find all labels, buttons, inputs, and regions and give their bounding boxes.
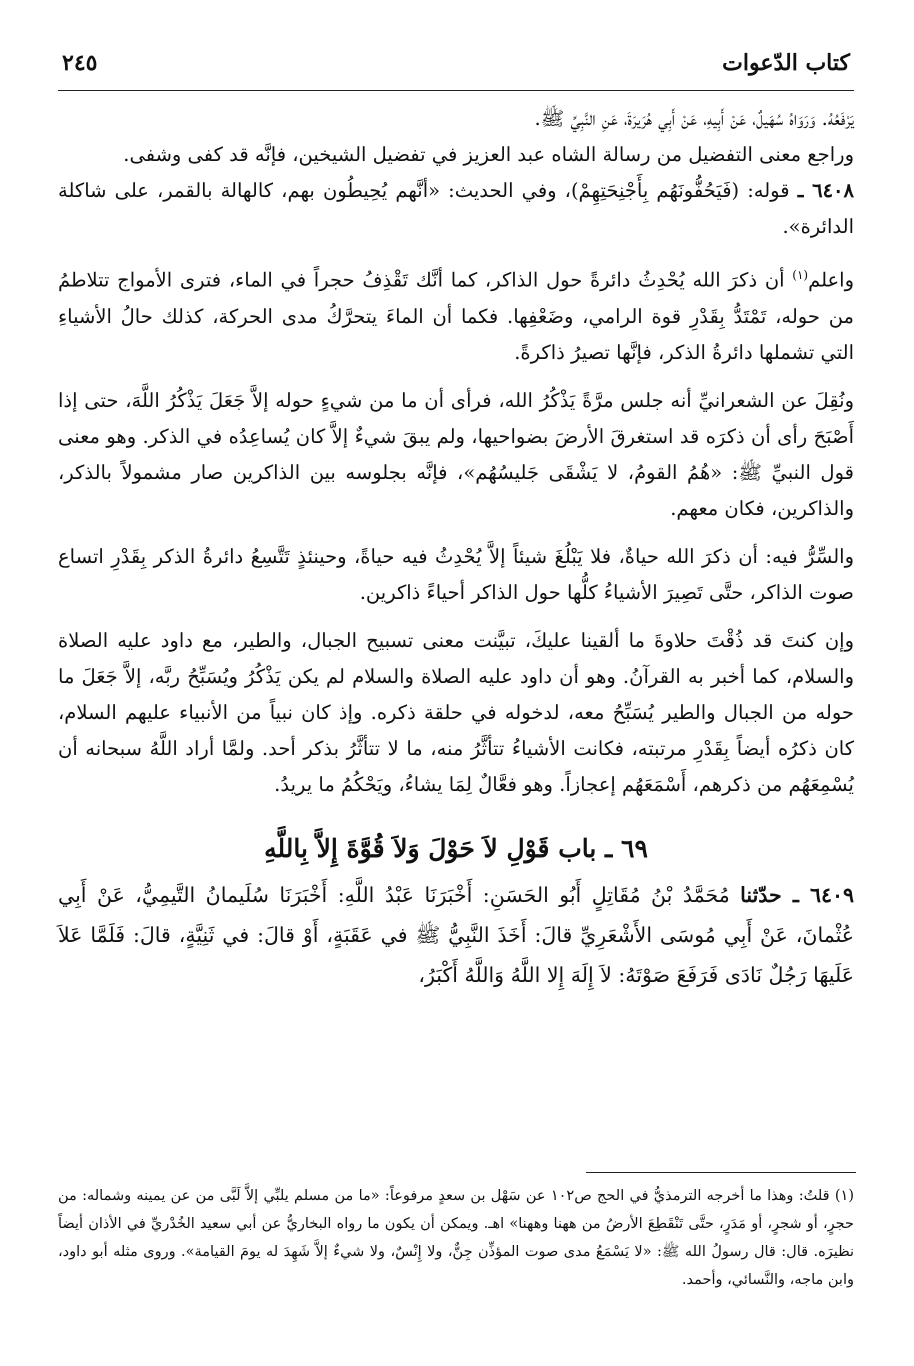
page xyxy=(58,50,854,995)
footnote-1-mark: (١) xyxy=(834,1188,855,1204)
hadith-number-6409: ٦٤٠٩ ـ حدّثنا xyxy=(740,882,854,907)
footnotes xyxy=(58,1182,854,1294)
paragraph-3-text: قوله: (فَيَحُفُّونَهُم بِأَجْنِحَتِهِمْ)، وفي الحديث: «أنَّهم يُحِيطُون بهم، كالهالة بالقمر، على شاكلة الدائرة». xyxy=(58,179,854,238)
hadith-6409 xyxy=(58,875,854,995)
running-title: كتاب الدّعوات xyxy=(722,50,850,76)
page-number: ٢٤٥ xyxy=(62,50,98,76)
paragraph-4-lead: واعلم xyxy=(808,268,854,292)
paragraph-4 xyxy=(58,257,854,371)
hadith-number-6408: ٦٤٠٨ ـ xyxy=(797,179,854,202)
paragraph-7: وإن كنتَ قد ذُقْتَ حلاوةَ ما ألقينا عليكَ، تبيَّنت معنى تسبيح الجبال، والطير، مع داود عليه الصلاة والسلام، كما أخبر به القرآنُ. وهو أن داود عليه الصلاة والسلام لم يكن يَذْكُرُ ويُسَبِّحُ ربَّه، إلاَّ جَعَلَ ما حوله من الجبال والطير يُسَبِّحُ معه، لدخوله في حلقة ذكره. وإذ كان نبياً من الأنبياء عليهم السلام، كان ذكرُه أيضاً بِقَدْرِ مرتبته، فكانت الأشياءُ تتأثَّرُ منه، ما لا تتأثَّرُ بذكر أحد. ولمَّا أراد اللَّهُ سبحانه أن يُسْمِعَهُم من ذكرهم، أَسْمَعَهُم إعجازاً. وهو فعَّالٌ لِمَا يشاءُ، ويَحْكُمُ ما يريدُ. xyxy=(58,628,854,796)
paragraph-3 xyxy=(58,173,854,245)
footnote-1-text: قلتُ: وهذا ما أخرجه الترمذيُّ في الحج ص١٠٢ عن سَهْل بن سعدٍ مرفوعاً: «ما من مسلم يلبِّي إلاَّ لَبَّى من عن يمينه وشماله: من حجرٍ، أو شجرٍ، أو مَدَرٍ، حتَّى تَنْقَطِعَ الأرضُ من ههنا وههنا» اهـ. ويمكن أن يكون ما رواه البخاريُّ عن أبي سعيد الخُدْريِّ في الأذان أيضاً نظيرَه. قال: قال رسولُ الله ﷺ: «لا يَسْمَعُ مدى صوت المؤذِّن جِنٌّ، ولا إِنْسٌ، ولا شيءٌ إلاَّ شَهِدَ له يومَ القيامة». وروى مثله أبو داود، وابن ماجه، والنَّسائي، وأحمد. xyxy=(58,1188,854,1288)
chapter-heading: ٦٩ ـ باب قَوْلِ لاَ حَوْلَ وَلاَ قُوَّةَ إِلاَّ بِاللَّهِ xyxy=(264,833,648,863)
hadith-text: مُحَمَّدُ بْنُ مُقَاتِلٍ أَبُو الحَسَنِ: أَخْبَرَنَا عَبْدُ اللَّهِ: أَخْبَرَنَا سُلَيمانُ التَّيمِيُّ، عَنْ أَبِي عُثْمانَ، عَنْ أَبِي مُوسَى الأَشْعَرِيِّ قالَ: أَخَذَ النَّبِيُّ ﷺ في عَقَبَةٍ، أَوْ قالَ: في ثَنِيَّةٍ، قالَ: فَلَمَّا عَلاَ عَلَيهَا رَجُلٌ نَادَى فَرَفَعَ صَوْتَهُ: لاَ إِلَهَ إِلا اللَّهُ وَاللَّهُ أَكْبَرُ، xyxy=(58,882,854,987)
running-header xyxy=(58,50,854,91)
paragraph-5: ونُقِلَ عن الشعرانيِّ أنه جلس مرَّةً يَذْكُرُ الله، فرأى أن ما من شيءٍ حوله إلاَّ جَعَلَ يَذْكُرُ اللَّهَ، حتى إذا أَصْبَحَ رأى أن ذكرَه قد استغرقَ الأرضَ بضواحيها، ولم يبقَ شيءٌ إلاَّ كان يُساعِدُه في الذكر. وهو معنى قول النبيِّ ﷺ: «هُمُ القومُ، لا يَشْقَى جَليسُهُم»، فإنَّه بجلوسه بين الذاكرين صار مشمولاً بالذكر، والذاكرين، فكان معهم. xyxy=(58,388,854,520)
footnote-divider xyxy=(586,1172,856,1173)
paragraph-6: والسِّرُّ فيه: أن ذكرَ الله حياةٌ، فلا يَبْلُغَ شيئاً إلاَّ يُحْدِثُ فيه حياةً، وحينئذٍ تَتَّسِعُ دائرةُ الذكر بِقَدْرِ اتساع صوت الذاكر، حتَّى تَصِيرَ الأشياءُ كلُّها حول الذاكر أحياءً ذاكرين. xyxy=(58,544,854,604)
paragraph-1: يَرْفَعُهُ. وَرَوَاهُ سُهَيلٌ، عَنْ أَبِيهِ، عَنْ أَبِي هُرَيرَةَ، عَنِ النَّبِيِّ ﷺ. xyxy=(534,107,854,130)
paragraph-4-text: أن ذكرَ الله يُحْدِثُ دائرةً حول الذاكر، كما أنَّك تَقْذِفُ حجراً في الماء، فترى الأمواج تتلاطمُ من حوله، تَمْتَدُّ بِقَدْرِ قوة الرامي، وضَعْفِها. فكما أن الماءَ يتحرَّكُ مدى الحركة، كذلك حالُ الأشياءِ التي تشملها دائرةُ الذكر، فإنَّها تصيرُ ذاكرةً. xyxy=(58,268,854,364)
footnote-reference[interactable]: (١) xyxy=(792,268,809,282)
body-text xyxy=(58,101,854,803)
footnote-1 xyxy=(58,1182,854,1294)
paragraph-2: وراجع معنى التفضيل من رسالة الشاه عبد العزيز في تفضيل الشيخين، فإنَّه قد كفى وشفى. xyxy=(123,143,854,166)
